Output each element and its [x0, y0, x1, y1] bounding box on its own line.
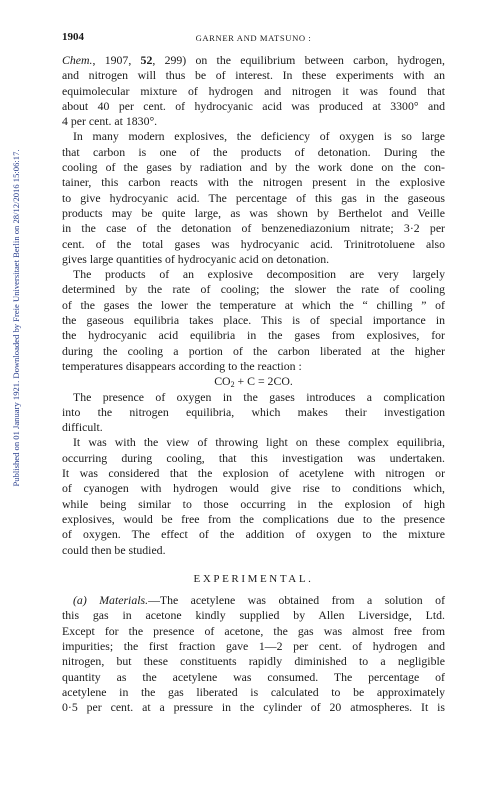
paragraph-2 — [62, 129, 445, 267]
paragraph-1 — [62, 53, 445, 129]
text-line: could then be studied. — [62, 542, 166, 557]
text-line: of oxygen. The effect of the addition of oxygen to the mixture — [62, 527, 445, 542]
text-line: to give hydrocyanic acid. The percentage of this gas in the gaseous — [62, 190, 445, 205]
article-body — [62, 53, 445, 715]
text-line: 4 per cent. at 1830°. — [62, 114, 158, 129]
reaction-equation: $CO_2 + C = 2CO$. — [214, 374, 293, 390]
text-line: In many modern explosives, the deficiency of oxygen is so large — [73, 129, 445, 144]
text-line: the gaseous equilibria takes place. This is of special importance in — [62, 313, 445, 328]
text-line: The products of an explosive decomposition are very largely — [73, 267, 445, 282]
text-line: difficult. — [62, 420, 103, 435]
text-line: and nitrogen will thus be of interest. In these experiments with an — [62, 68, 445, 83]
text-line: about 40 per cent. of hydrocyanic acid was produced at 3300° and — [62, 98, 445, 113]
text-line: gives large quantities of hydrocyanic acid on detonation. — [62, 251, 330, 266]
text-line: quantity as the acetylene was consumed. The percentage of — [62, 669, 445, 684]
text-line: determined by the rate of cooling; the slower the rate of cooling — [62, 282, 445, 297]
text-line: cooling of the gases by radiation and by the work done on the con- — [62, 160, 445, 175]
text-line: occurring during cooling, that this investigation was undertaken. — [62, 450, 445, 465]
text-line: impurities; the first fraction gave 1—2 per cent. of hydrogen and — [62, 638, 445, 653]
volume-number: 52 — [140, 53, 153, 67]
page-header — [62, 31, 445, 45]
page-number: 1904 — [62, 31, 84, 43]
paragraph-3 — [62, 267, 445, 374]
text-line: tainer, this carbon reacts with the nitrogen present in the explosive — [62, 175, 445, 190]
download-note: Published on 01 January 1921. Downloaded by Freie Universitaet Berlin on 28/12/2016 15:06:17. — [11, 149, 21, 487]
text-line: that carbon is one of the products of detonation. During the — [62, 144, 445, 159]
text-line: this gas in acetone kindly supplied by Allen Liversidge, Ltd. — [62, 608, 445, 623]
paragraph-6 — [62, 593, 445, 715]
text-line: the hydrocyanic acid equilibria in the gases from explosives, for — [62, 328, 445, 343]
paragraph-5 — [62, 435, 445, 557]
subsection-label: (a) Materials. — [73, 593, 149, 608]
journal-abbrev: Chem. — [62, 53, 93, 67]
text-line: It was considered that the explosion of acetylene with nitrogen or — [62, 466, 445, 481]
paragraph-4 — [62, 390, 445, 436]
text-line: It was with the view of throwing light on these complex equilibria, — [73, 435, 445, 450]
text-line: acetylene in the gas liberated is calculated to be approximately — [62, 684, 445, 699]
text-line: of cyanogen with hydrogen would give rise to conditions which, — [62, 481, 445, 496]
text-line: explosives, would be free from the complications due to the presence — [62, 511, 445, 526]
text-line: temperatures disappears according to the reaction : — [62, 358, 302, 373]
text-line: products may be quite large, as was shown by Berthelot and Veille — [62, 205, 445, 220]
text-line: 0·5 per cent. at a pressure in the cylinder of 20 atmospheres. It is — [62, 700, 445, 715]
text-line: Chem., 1907, 52, 299) on the equilibrium between carbon, hydrogen, — [62, 53, 445, 67]
text-line: nitrogen, but these constituents rapidly diminished to a negligible — [62, 654, 445, 669]
text-line: into the nitrogen equilibria, which makes their investigation — [62, 404, 445, 419]
running-head: GARNER AND MATSUNO : — [195, 33, 312, 43]
text-line: equimolecular mixture of hydrogen and nitrogen it was found that — [62, 83, 445, 98]
text-line: Except for the presence of acetone, the gas was almost free from — [62, 623, 445, 638]
text-line: The presence of oxygen in the gases introduces a complication — [73, 389, 445, 404]
text-line: in the case of the detonation of benzenediazonium nitrate; 3·2 per — [62, 221, 445, 236]
text-line: (a) Materials.—The acetylene was obtained from a solution of — [73, 593, 446, 608]
download-sidebar — [4, 0, 20, 792]
text-line: during the cooling a portion of the carbon liberated at the higher — [62, 343, 445, 358]
section-heading: EXPERIMENTAL. — [193, 572, 314, 585]
year-2: 1907 — [104, 53, 129, 67]
text-line: while being similar to those occurring in the explosion of high — [62, 496, 445, 511]
text-line: cent. of the total gases was hydrocyanic acid. Trinitrotoluene also — [62, 236, 445, 251]
text-line: of the gases the lower the temperature at which the “ chilling ” of — [62, 297, 445, 312]
